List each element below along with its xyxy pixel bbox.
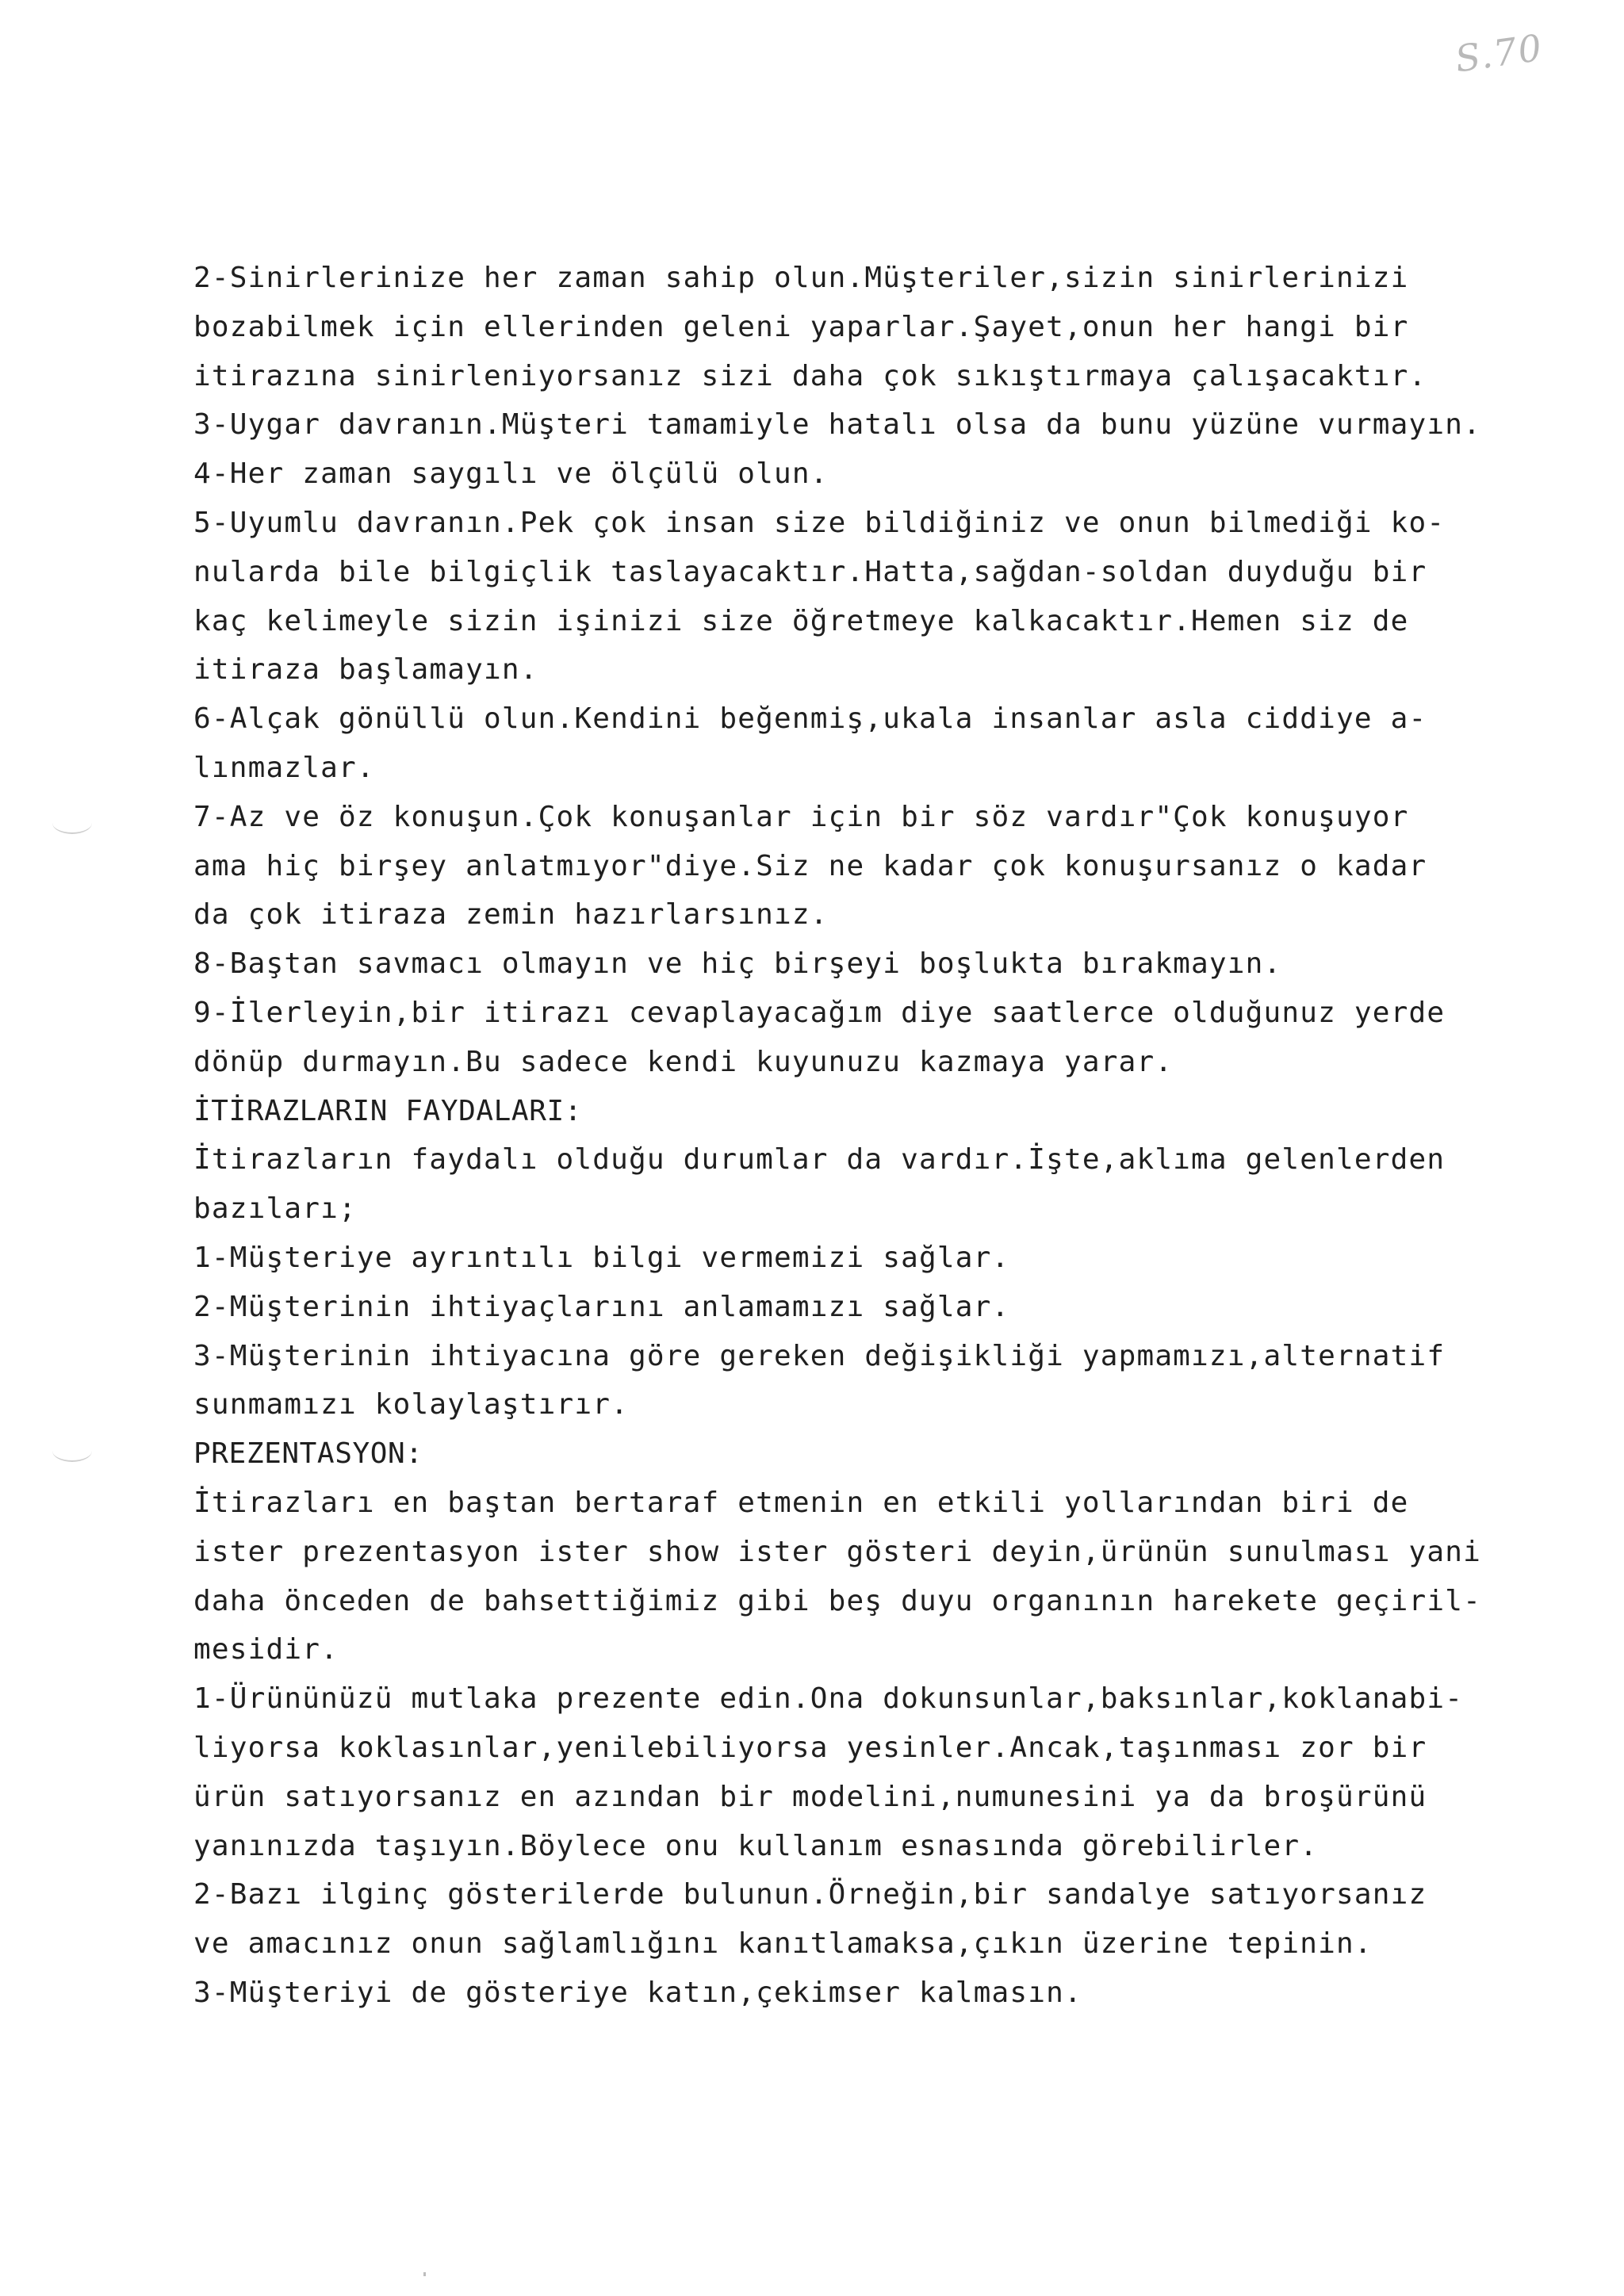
text-line: 2-Bazı ilginç gösterilerde bulunun.Örneğin,bir sandalye satıyorsanız <box>193 1878 1427 1911</box>
text-line: 4-Her zaman saygılı ve ölçülü olun. <box>193 457 829 491</box>
page-number: S.70 <box>1452 25 1546 81</box>
scan-speck <box>423 2272 426 2276</box>
text-line: ister prezentasyon ister show ister gösteri deyin,ürünün sunulması yani <box>193 1535 1482 1568</box>
text-line: 6-Alçak gönüllü olun.Kendini beğenmiş,ukala insanlar asla ciddiye a- <box>193 702 1427 736</box>
text-line: itiraza başlamayın. <box>193 653 538 687</box>
punch-hole-mark <box>52 812 92 834</box>
text-line: 3-Müşteriyi de gösteriye katın,çekimser kalmasın. <box>193 1976 1082 2009</box>
text-line: bazıları; <box>193 1192 357 1226</box>
text-line: mesidir. <box>193 1633 339 1667</box>
text-line: dönüp durmayın.Bu sadece kendi kuyunuzu kazmaya yarar. <box>193 1045 1174 1078</box>
text-line: liyorsa koklasınlar,yenilebiliyorsa yesinler.Ancak,taşınması zor bir <box>193 1731 1427 1764</box>
text-line: yanınızda taşıyın.Böylece onu kullanım esnasında görebilirler. <box>193 1829 1319 1862</box>
text-line: kaç kelimeyle sizin işinizi size öğretmeye kalkacaktır.Hemen siz de <box>193 604 1409 637</box>
text-line: ama hiç birşey anlatmıyor"diye.Siz ne kadar çok konuşursanız o kadar <box>193 849 1427 882</box>
document-body <box>193 254 1605 2018</box>
punch-hole-mark <box>52 1440 92 1462</box>
text-line: 9-İlerleyin,bir itirazı cevaplayacağım diye saatlerce olduğunuz yerde <box>193 996 1446 1029</box>
text-line: 5-Uyumlu davranın.Pek çok insan size bildiğiniz ve onun bilmediği ko- <box>193 506 1446 539</box>
text-line: 1-Müşteriye ayrıntılı bilgi vermemizi sağlar. <box>193 1241 1010 1274</box>
text-line: 7-Az ve öz konuşun.Çok konuşanlar için bir söz vardır"Çok konuşuyor <box>193 800 1409 833</box>
text-line: sunmamızı kolaylaştırır. <box>193 1388 629 1422</box>
text-line: 2-Müşterinin ihtiyaçlarını anlamamızı sağlar. <box>193 1290 1010 1323</box>
text-line: bozabilmek için ellerinden geleni yaparlar.Şayet,onun her hangi bir <box>193 310 1409 343</box>
section-heading-itirazlarin-faydalari: İTİRAZLARIN FAYDALARI: <box>193 1094 583 1127</box>
text-line: nularda bile bilgiçlik taslayacaktır.Hatta,sağdan-soldan duyduğu bir <box>193 555 1427 588</box>
text-line: İtirazları en baştan bertaraf etmenin en etkili yollarından biri de <box>193 1486 1409 1519</box>
section-heading-prezentasyon: PREZENTASYON: <box>193 1437 423 1471</box>
text-line: lınmazlar. <box>193 751 375 784</box>
text-line: 3-Uygar davranın.Müşteri tamamiyle hatalı olsa da bunu yüzüne vurmayın. <box>193 408 1482 442</box>
text-line: ve amacınız onun sağlamlığını kanıtlamaksa,çıkın üzerine tepinin. <box>193 1927 1373 1961</box>
text-line: 3-Müşterinin ihtiyacına göre gereken değişikliği yapmamızı,alternatif <box>193 1339 1446 1372</box>
text-line: daha önceden de bahsettiğimiz gibi beş duyu organının harekete geçiril- <box>193 1584 1482 1617</box>
text-line: 1-Ürününüzü mutlaka prezente edin.Ona dokunsunlar,baksınlar,koklanabi- <box>193 1682 1464 1716</box>
text-line: da çok itiraza zemin hazırlarsınız. <box>193 898 829 932</box>
text-line: İtirazların faydalı olduğu durumlar da vardır.İşte,aklıma gelenlerden <box>193 1143 1446 1177</box>
text-line: 8-Baştan savmacı olmayın ve hiç birşeyi boşlukta bırakmayın. <box>193 947 1282 981</box>
text-line: 2-Sinirlerinize her zaman sahip olun.Müşteriler,sizin sinirlerinizi <box>193 262 1409 294</box>
text-line: ürün satıyorsanız en azından bir modelini,numunesini ya da broşürünü <box>193 1780 1427 1813</box>
text-line: itirazına sinirleniyorsanız sizi daha çok sıkıştırmaya çalışacaktır. <box>193 359 1427 392</box>
